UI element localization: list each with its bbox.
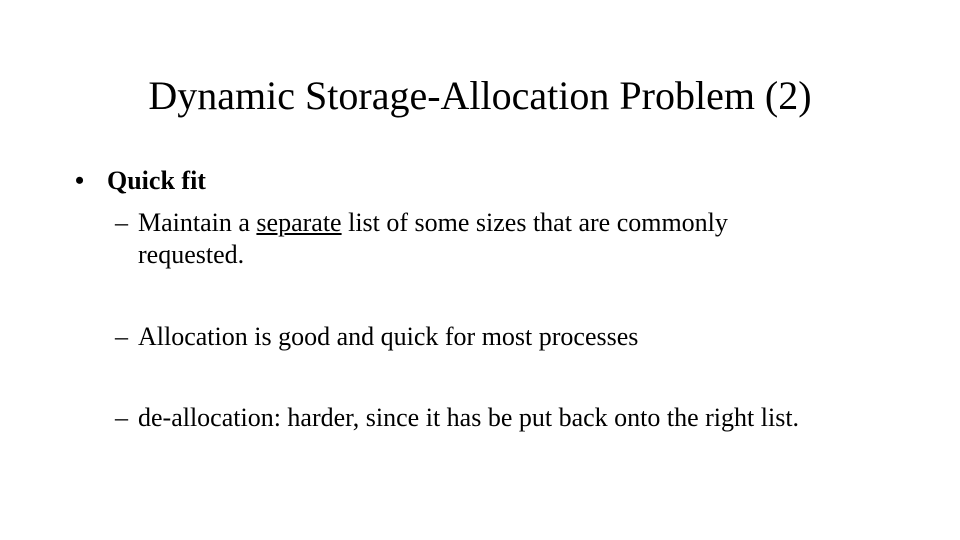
bullet-text: Quick fit bbox=[107, 166, 206, 195]
subitem-text-before: Maintain a bbox=[138, 208, 257, 237]
subitem-deallocation bbox=[115, 402, 799, 434]
subitem-underlined-word: separate bbox=[256, 208, 342, 237]
slide-title: Dynamic Storage-Allocation Problem (2) bbox=[148, 73, 812, 118]
dash-marker: – bbox=[115, 322, 128, 351]
subitem-continuation: requested. bbox=[138, 240, 245, 269]
bullet-marker: • bbox=[75, 166, 85, 195]
bullet-quick-fit bbox=[75, 164, 206, 198]
dash-marker: – bbox=[115, 403, 128, 432]
subitem-allocation bbox=[115, 321, 638, 353]
subitem-text: Allocation is good and quick for most processes bbox=[138, 322, 639, 351]
subitem-text: de-allocation: harder, since it has be put back onto the right list. bbox=[138, 403, 800, 432]
dash-marker: – bbox=[115, 208, 128, 237]
subitem-text-after: list of some sizes that are commonly bbox=[341, 208, 728, 237]
subitem-maintain-list bbox=[115, 207, 728, 271]
